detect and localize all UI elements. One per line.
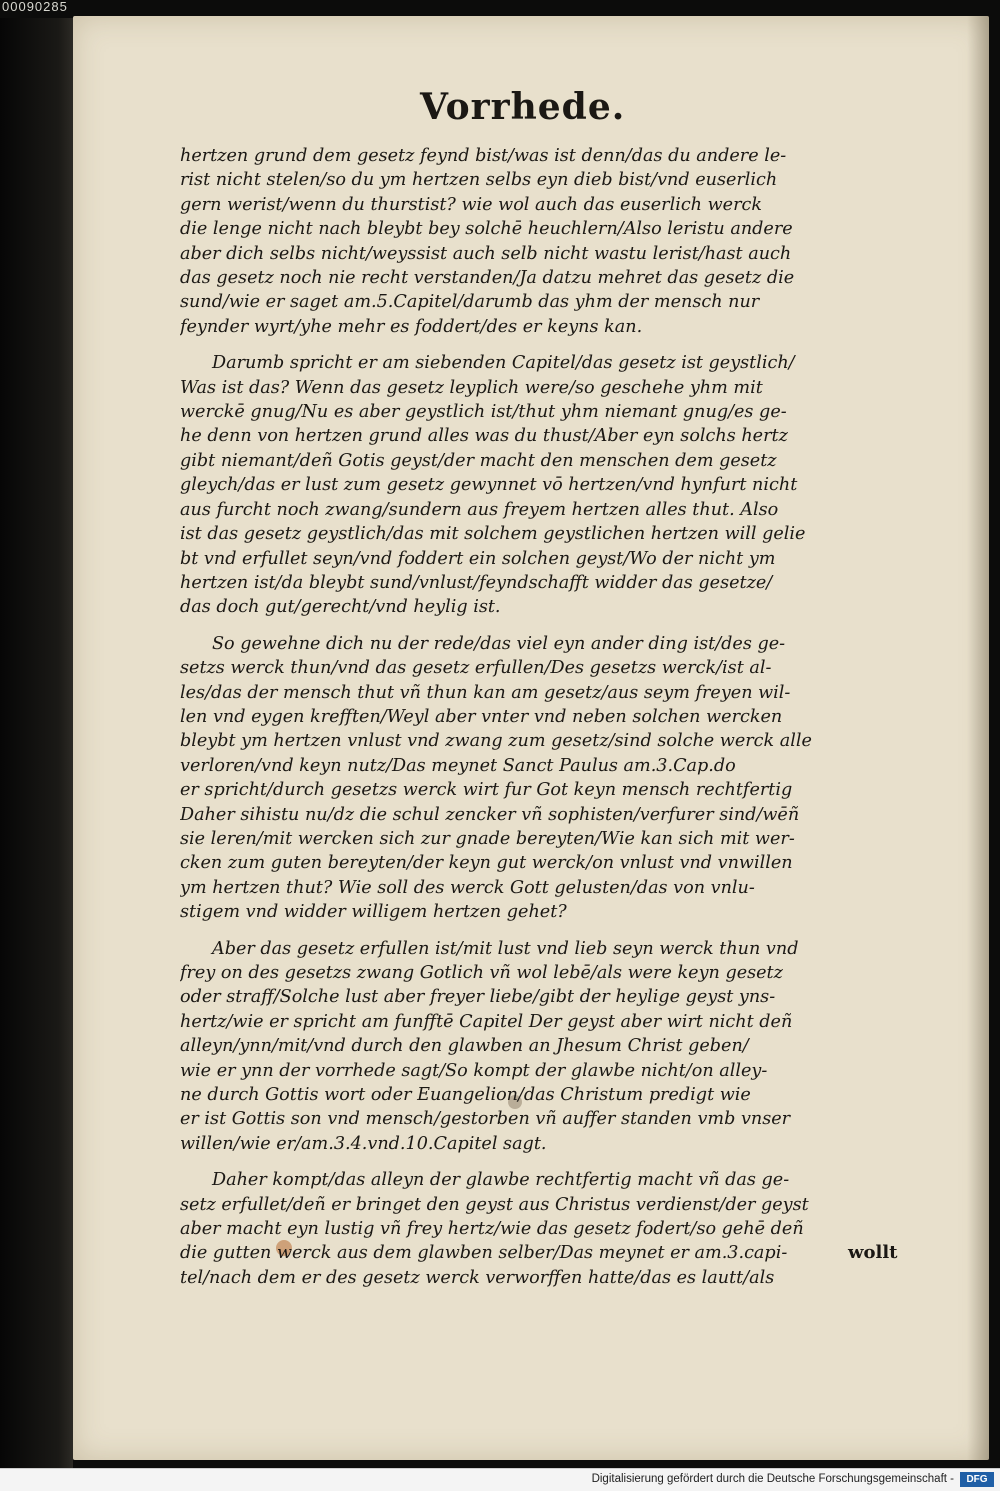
shelfmark-label: 00090285: [2, 0, 68, 14]
text-line: willen/wie er/am.3.4.vnd.10.Capitel sagt.: [180, 1133, 547, 1154]
text-line: gern werist/wenn du thurstist? wie wol auch das euserlich werck: [180, 194, 763, 215]
text-line: feynder wyrt/yhe mehr es foddert/des er keyns kan.: [180, 316, 643, 337]
text-line: cken zum guten bereyten/der keyn gut werck/on vnlust vnd vnwillen: [180, 853, 793, 874]
text-line: ym hertzen thut? Wie soll des werck Gott gelusten/das von vnlu-: [180, 877, 755, 898]
text-line: aus furcht noch zwang/sundern aus freyem hertzen alles thut. Also: [180, 499, 779, 520]
text-line: sie leren/mit wercken sich zur gnade bereyten/Wie kan sich mit wer-: [180, 828, 795, 849]
text-line: setzs werck thun/vnd das gesetz erfullen/Des gesetzs werck/ist al-: [180, 658, 772, 679]
text-line: ist das gesetz geystlich/das mit solchem geystlichen hertzen will gelie: [180, 524, 806, 545]
running-head: Vorrhede.: [420, 86, 626, 128]
text-line: les/das der mensch thut vñ thun kan am gesetz/aus seym freyen wil-: [180, 682, 791, 703]
text-line: hertz/wie er spricht am funfftē Capitel Der geyst aber wirt nicht deñ: [180, 1011, 793, 1032]
text-line: ne durch Gottis wort oder Euangelion/das Christum predigt wie: [180, 1085, 751, 1106]
text-line: Darumb spricht er am siebenden Capitel/das gesetz ist geystlich/: [212, 353, 795, 374]
text-line: frey on des gesetzs zwang Gotlich vñ wol lebē/als were keyn gesetz: [180, 963, 783, 983]
text-line: Was ist das? Wenn das gesetz leyplich were/so geschehe yhm mit: [180, 377, 763, 398]
text-line: das gesetz noch nie recht verstanden/Ja datzu mehret das gesetz die: [180, 268, 795, 289]
text-line: verloren/vnd keyn nutz/Das meynet Sanct Paulus am.3.Cap.do: [180, 755, 736, 776]
text-line: So gewehne dich nu der rede/das viel eyn ander ding ist/des ge-: [212, 633, 786, 654]
text-line: len vnd eygen krefften/Weyl aber vnter vnd neben solchen wercken: [180, 706, 783, 727]
text-line: aber macht eyn lustig vñ frey hertz/wie das gesetz fodert/so gehē deñ: [180, 1219, 804, 1240]
text-line: Aber das gesetz erfullen ist/mit lust vnd lieb seyn werck thun vnd: [212, 938, 799, 959]
text-line: stigem vnd widder willigem hertzen gehet?: [180, 902, 567, 923]
text-line: alleyn/ynn/mit/vnd durch den glawben an Jhesum Christ geben/: [180, 1036, 749, 1057]
text-line: das doch gut/gerecht/vnd heylig ist.: [180, 597, 501, 618]
body-text: [180, 140, 910, 1302]
dfg-logo-icon: DFG: [960, 1472, 994, 1487]
text-line: hertzen ist/da bleybt sund/vnlust/feyndschafft widder das gesetze/: [180, 572, 773, 593]
paragraph: [180, 144, 910, 339]
text-line: bleybt ym hertzen vnlust vnd zwang zum gesetz/sind solche werck alle: [180, 731, 812, 752]
text-line: sund/wie er saget am.5.Capitel/darumb das yhm der mensch nur: [180, 292, 760, 313]
text-line: aber dich selbs nicht/weyssist auch selb nicht wastu lerist/hast auch: [180, 243, 792, 264]
catchword: wollt: [848, 1242, 898, 1263]
text-line: gibt niemant/deñ Gotis geyst/der macht den menschen dem gesetz: [180, 450, 777, 471]
text-line: die gutten werck aus dem glawben selber/Das meynet er am.3.capi-: [180, 1243, 788, 1264]
text-line: he denn von hertzen grund alles was du thust/Aber eyn solchs hertz: [180, 426, 788, 447]
paragraph: [180, 351, 910, 619]
text-line: bt vnd erfullet seyn/vnd foddert ein solchen geyst/Wo der nicht ym: [180, 548, 776, 569]
text-line: wie er ynn der vorrhede sagt/So kompt der glawbe nicht/on alley-: [180, 1060, 768, 1081]
text-line: Daher sihistu nu/dz die schul zencker vñ sophisten/verfurer sind/wēñ: [180, 804, 800, 825]
text-line: rist nicht stelen/so du ym hertzen selbs eyn dieb bist/vnd euserlich: [180, 170, 778, 191]
text-line: setz erfullet/deñ er bringet den geyst aus Christus verdienst/der geyst: [180, 1194, 809, 1215]
text-line: er spricht/durch gesetzs werck wirt fur Got keyn mensch rechtfertig: [180, 780, 793, 801]
text-line: gleych/das er lust zum gesetz gewynnet vō hertzen/vnd hynfurt nicht: [180, 475, 798, 496]
text-line: werckē gnug/Nu es aber geystlich ist/thut yhm niemant gnug/es ge-: [180, 402, 787, 423]
text-line: hertzen grund dem gesetz feynd bist/was ist denn/das du andere le-: [180, 146, 787, 166]
text-line: er ist Gottis son vnd mensch/gestorben vñ auffer standen vmb vnser: [180, 1109, 791, 1130]
text-line: oder straff/Solche lust aber freyer liebe/gibt der heylige geyst yns-: [180, 987, 776, 1008]
paragraph: [180, 1168, 910, 1290]
text-line: tel/nach dem er des gesetz werck verworffen hatte/das es lautt/als: [180, 1267, 775, 1288]
text-line: Daher kompt/das alleyn der glawbe rechtfertig macht vñ das ge-: [212, 1170, 790, 1191]
paragraph: [180, 632, 910, 925]
book-spine-edge: [0, 18, 73, 1468]
paragraph: [180, 937, 910, 1157]
funding-credit: Digitalisierung gefördert durch die Deutsche Forschungsgemeinschaft -: [591, 1473, 954, 1485]
text-line: die lenge nicht nach bleybt bey solchē heuchlern/Also leristu andere: [180, 219, 793, 240]
footer-bar: [0, 1468, 1000, 1491]
